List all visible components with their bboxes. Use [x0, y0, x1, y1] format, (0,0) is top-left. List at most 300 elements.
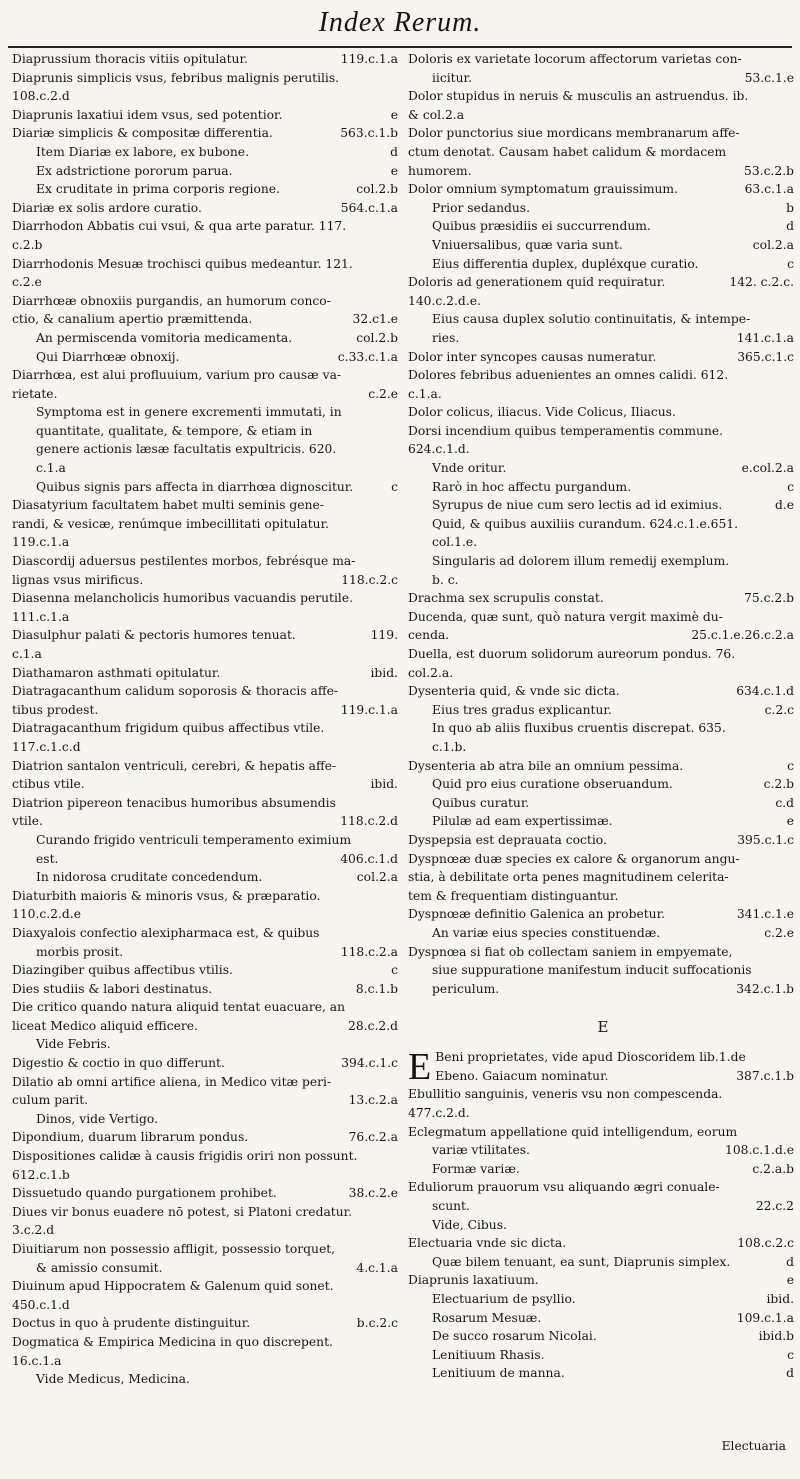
entry-text: scunt. — [432, 1199, 470, 1214]
entry-text: 612.c.1.b — [12, 1167, 70, 1182]
entry-text: siue suppuratione manifestum inducit suffocationis — [432, 963, 752, 978]
index-entry — [408, 440, 798, 459]
entry-reference: ibid. — [366, 664, 398, 683]
index-entry — [12, 1017, 402, 1036]
index-entry — [12, 589, 402, 608]
entry-reference: c.2.e — [760, 924, 794, 943]
index-entry — [408, 329, 798, 348]
entry-reference: e — [387, 162, 398, 181]
entry-text: 624.c.1.d. — [408, 442, 470, 457]
index-column-left — [12, 50, 402, 1389]
index-entry — [12, 757, 402, 776]
entry-text: variæ vtilitates. — [432, 1143, 530, 1158]
index-entry — [12, 124, 402, 143]
entry-text: tibus prodest. — [12, 702, 99, 717]
index-entry — [12, 1221, 402, 1240]
index-entry — [408, 1271, 798, 1290]
index-entry — [408, 273, 798, 292]
index-entry — [408, 366, 798, 385]
entry-reference: c.2.b — [760, 775, 794, 794]
index-entry — [12, 310, 402, 329]
entry-text: Singularis ad dolorem illum remedij exemplum. — [432, 554, 730, 569]
entry-text: Dolor punctorius siue mordicans membranarum affe- — [408, 126, 740, 141]
index-entry — [408, 1253, 798, 1272]
entry-reference: col.2.b — [352, 180, 398, 199]
entry-text: Quid, & quibus auxiliis curandum. 624.c.1.e.651. — [432, 516, 739, 531]
entry-reference: 142. c.2.c. — [725, 273, 794, 292]
entry-text: Quæ bilem tenuant, ea sunt, Diaprunis simplex. — [432, 1254, 731, 1269]
index-entry — [12, 1184, 402, 1203]
entry-reference: 76.c.2.a — [345, 1128, 398, 1147]
entry-text: est. — [36, 851, 59, 866]
entry-text: Quibus signis pars affecta in diarrhœa dignoscitur. — [36, 479, 354, 494]
entry-text: 119.c.1.a — [12, 535, 70, 550]
entry-text: culum parit. — [12, 1093, 89, 1108]
entry-text: Dolor stupidus in neruis & musculis an astruendus. ib. — [408, 89, 749, 104]
index-entry — [408, 1216, 798, 1235]
entry-text: Dysenteria ab atra bile an omnium pessima. — [408, 758, 684, 773]
entry-reference: 63.c.1.a — [741, 180, 794, 199]
entry-reference: c.2.c — [761, 701, 794, 720]
header-rule — [8, 46, 792, 48]
entry-reference: 365.c.1.c — [733, 348, 794, 367]
index-entry — [12, 571, 402, 590]
index-entry — [408, 255, 798, 274]
index-column-right — [408, 50, 798, 1383]
entry-text: Diarrhœæ obnoxiis purgandis, an humorum conco- — [12, 293, 331, 308]
entry-text: Diariæ simplicis & compositæ differentia. — [12, 126, 273, 141]
entry-reference: 119.c.1.a — [337, 701, 398, 720]
index-entry — [12, 1259, 402, 1278]
entry-text: Curando frigido ventriculi temperamento eximium — [36, 832, 352, 847]
entry-text: Dies studiis & labori destinatus. — [12, 981, 213, 996]
entry-reference: c.33.c.1.a — [334, 348, 398, 367]
index-entry — [408, 1141, 798, 1160]
entry-reference: b — [782, 199, 794, 218]
index-entry — [408, 459, 798, 478]
entry-reference: 108.c.2.c — [733, 1234, 794, 1253]
index-entry — [12, 626, 402, 645]
index-entry — [12, 887, 402, 906]
index-entry — [12, 905, 402, 924]
entry-text: 140.c.2.d.e. — [408, 293, 481, 308]
entry-reference: col.2.a — [353, 868, 398, 887]
entry-text: 111.c.1.a — [12, 609, 70, 624]
entry-text: Item Diariæ ex labore, ex bubone. — [36, 144, 249, 159]
entry-text: col.2.a. — [408, 665, 454, 680]
index-entry — [12, 496, 402, 515]
index-entry — [408, 924, 798, 943]
entry-text: humorem. — [408, 163, 472, 178]
index-entry — [408, 1346, 798, 1365]
index-entry — [408, 199, 798, 218]
index-entry — [12, 422, 402, 441]
index-entry — [12, 515, 402, 534]
entry-reference: 563.c.1.b — [336, 124, 398, 143]
index-entry — [12, 348, 402, 367]
index-entry — [408, 664, 798, 683]
entry-text: Eius tres gradus explicantur. — [432, 702, 612, 717]
entry-text: col.1.e. — [432, 535, 478, 550]
entry-text: Drachma sex scrupulis constat. — [408, 591, 604, 606]
page-title: Index Rerum. — [318, 7, 482, 38]
entry-text: Eius causa duplex solutio continuitatis, & intempe- — [432, 312, 751, 327]
entry-text: c.1.b. — [432, 739, 467, 754]
entry-text: Diatragacanthum frigidum quibus affectibus vtile. — [12, 721, 325, 736]
entry-text: Diatragacanthum calidum soporosis & thoracis affe- — [12, 684, 339, 699]
entry-text: Doloris ad generationem quid requiratur. — [408, 275, 666, 290]
index-entry — [12, 87, 402, 106]
index-entry — [12, 366, 402, 385]
index-entry — [408, 515, 798, 534]
entry-text: Diarrhodon Abbatis cui vsui, & qua arte paratur. 117. — [12, 219, 347, 234]
entry-text: Eduliorum prauorum vsu aliquando ægri conuale- — [408, 1180, 720, 1195]
entry-reference: 22.c.2 — [752, 1197, 794, 1216]
entry-text: b. c. — [432, 572, 459, 587]
index-entry — [12, 162, 402, 181]
index-entry — [12, 1054, 402, 1073]
entry-text: Diatrion pipereon tenacibus humoribus absumendis — [12, 795, 336, 810]
entry-text: Diariæ ex solis ardore curatio. — [12, 200, 202, 215]
entry-text: Diazingiber quibus affectibus vtilis. — [12, 963, 233, 978]
entry-text: c.1.a — [36, 461, 66, 476]
index-entry — [12, 1091, 402, 1110]
entry-reference: 38.c.2.e — [345, 1184, 398, 1203]
index-entry — [408, 69, 798, 88]
entry-text: 450.c.1.d — [12, 1297, 70, 1312]
index-entry — [408, 180, 798, 199]
entry-text: Electuarium de psyllio. — [432, 1292, 576, 1306]
index-entry — [408, 106, 798, 125]
entry-text: c.2.b — [12, 237, 43, 252]
entry-text: 3.c.2.d — [12, 1223, 55, 1238]
entry-text: Formæ variæ. — [432, 1161, 520, 1176]
index-entry — [408, 478, 798, 497]
index-entry — [12, 1128, 402, 1147]
index-entry — [408, 1104, 798, 1123]
entry-text: Dinos, vide Vertigo. — [36, 1111, 158, 1126]
entry-reference: e — [387, 106, 398, 125]
entry-text: Dyspnœæ definitio Galenica an probetur. — [408, 907, 666, 922]
index-entry — [12, 924, 402, 943]
entry-text: Symptoma est in genere excrementi immutati, in — [36, 405, 342, 420]
entry-text: Rosarum Mesuæ. — [432, 1310, 542, 1325]
entry-text: Diasulphur palati & pectoris humores tenuat. — [12, 628, 296, 643]
entry-reference: ibid. — [366, 775, 398, 794]
entry-text: genere actionis læsæ facultatis expultricis. 620. — [36, 442, 337, 457]
index-entry — [12, 478, 402, 497]
entry-text: lignas vsus mirificus. — [12, 572, 144, 587]
index-entry — [12, 943, 402, 962]
entry-text: morbis prosit. — [36, 944, 124, 959]
entry-reference: c — [783, 478, 794, 497]
entry-reference: d — [386, 143, 398, 162]
index-entry — [12, 645, 402, 664]
entry-text: Die critico quando natura aliquid tentat euacuare, an — [12, 1000, 346, 1015]
index-entry — [408, 403, 798, 422]
index-entry — [12, 682, 402, 701]
entry-text: Vniuersalibus, quæ varia sunt. — [432, 237, 623, 252]
index-entry — [408, 533, 798, 552]
entry-reference: 25.c.1.e.26.c.2.a — [687, 626, 794, 645]
entry-text: Dogmatica & Empirica Medicina in quo discrepent. — [12, 1334, 333, 1349]
index-entry — [408, 831, 798, 850]
entry-text: De succo rosarum Nicolai. — [432, 1329, 597, 1344]
entry-text: c.1.a — [12, 647, 42, 661]
entry-reference: 141.c.1.a — [733, 329, 794, 348]
index-entry — [12, 552, 402, 571]
entry-text: 108.c.2.d — [12, 89, 70, 104]
index-entry — [12, 459, 402, 478]
entry-text: Ducenda, quæ sunt, quò natura vergit maximè du- — [408, 609, 723, 624]
entry-reference: c.d — [771, 794, 794, 813]
index-entry — [408, 980, 798, 999]
index-entry — [408, 794, 798, 813]
entry-text: Eius differentia duplex, dupléxque curatio. — [432, 256, 699, 271]
entry-text: Beni proprietates, vide apud Dioscoridem lib.1.de — [435, 1050, 746, 1065]
index-entry — [12, 329, 402, 348]
index-entry — [12, 1333, 402, 1352]
entry-reference: 118.c.2.c — [337, 571, 398, 590]
index-entry — [12, 533, 402, 552]
index-entry — [12, 273, 402, 292]
entry-text: c.1.a. — [408, 386, 442, 401]
index-entry — [408, 552, 798, 571]
entry-reference: d — [782, 1364, 794, 1383]
entry-text: vtile. — [12, 814, 43, 829]
entry-reference: 118.c.2.d — [336, 812, 398, 831]
entry-text: Doloris ex varietate locorum affectorum varietas con- — [408, 52, 742, 66]
entry-reference: d — [782, 1253, 794, 1272]
entry-reference: 119. — [367, 626, 398, 645]
entry-text: Diaprunis laxatiui idem vsus, sed potentior. — [12, 107, 283, 122]
index-entry — [408, 812, 798, 831]
entry-text: quantitate, qualitate, & tempore, & etiam in — [36, 423, 313, 438]
entry-text: Dolor inter syncopes causas numeratur. — [408, 349, 657, 364]
entry-text: Diascordij aduersus pestilentes morbos, febrésque ma- — [12, 554, 356, 569]
index-entry — [408, 1123, 798, 1142]
entry-text: Vnde oritur. — [432, 461, 507, 476]
entry-text: Vide Medicus, Medicina. — [36, 1372, 190, 1387]
entry-text: Dolores febribus aduenientes an omnes calidi. 612. — [408, 368, 729, 383]
index-entry — [12, 980, 402, 999]
section-letter: E — [597, 1018, 609, 1037]
entry-text: Diues vir bonus euadere nō potest, si Platoni credatur. — [12, 1204, 353, 1219]
entry-text: & col.2.a — [408, 107, 465, 122]
index-entry — [408, 719, 798, 738]
index-entry — [12, 794, 402, 813]
index-entry — [12, 50, 402, 69]
entry-text: ctio, & canalium apertio præmittenda. — [12, 312, 253, 327]
entry-text: Diaprussium thoracis vitiis opitulatur. — [12, 52, 248, 66]
entry-reference: 13.c.2.a — [345, 1091, 398, 1110]
index-entry — [12, 292, 402, 311]
entry-reference: c — [783, 1346, 794, 1365]
entry-text: c.2.e — [12, 275, 42, 290]
index-entry — [12, 812, 402, 831]
index-entry — [408, 1178, 798, 1197]
index-entry — [12, 738, 402, 757]
entry-text: Dipondium, duarum librarum pondus. — [12, 1130, 249, 1145]
entry-reference: 387.c.1.b — [732, 1067, 794, 1086]
entry-text: Syrupus de niue cum sero lectis ad id eximius. — [432, 498, 723, 513]
index-entry — [408, 422, 798, 441]
entry-text: Vide Febris. — [36, 1037, 111, 1052]
entry-reference: d — [782, 217, 794, 236]
entry-text: Rarò in hoc affectu purgandum. — [432, 479, 632, 494]
entry-reference: 109.c.1.a — [733, 1309, 794, 1328]
index-entry — [12, 1166, 402, 1185]
entry-text: Dorsi incendium quibus temperamentis commune. — [408, 423, 724, 438]
entry-reference: c — [387, 478, 398, 497]
entry-text: ctibus vtile. — [12, 777, 85, 792]
entry-text: Diarrhodonis Mesuæ trochisci quibus medeantur. 121. — [12, 256, 353, 271]
entry-text: Lenitiuum de manna. — [432, 1366, 565, 1381]
index-entry — [12, 1352, 402, 1371]
index-entry — [408, 50, 798, 69]
index-entry — [12, 775, 402, 794]
entry-text: Duella, est duorum solidorum aureorum pondus. 76. — [408, 647, 736, 661]
entry-reference: 108.c.1.d.e — [721, 1141, 794, 1160]
entry-text: Diarrhœa, est alui profluuium, varium pro causæ va- — [12, 368, 342, 383]
entry-text: Ebullitio sanguinis, veneris vsu non compescenda. — [408, 1087, 723, 1102]
entry-text: In quo ab aliis fluxibus cruentis discrepat. 635. — [432, 721, 726, 736]
index-entry — [408, 1197, 798, 1216]
entry-reference: e — [783, 812, 794, 831]
index-entry — [408, 87, 798, 106]
entry-text: Diuinum apud Hippocratem & Galenum quid sonet. — [12, 1279, 334, 1294]
index-entry — [408, 645, 798, 664]
entry-text: randi, & vesicæ, renúmque imbecillitati opitulatur. — [12, 516, 330, 531]
entry-reference: 564.c.1.a — [337, 199, 398, 218]
entry-text: Ex adstrictione pororum parua. — [36, 163, 233, 178]
entry-text: Qui Diarrhœæ obnoxij. — [36, 349, 180, 364]
entry-text: Diaturbith maioris & minoris vsus, & præparatio. — [12, 888, 321, 903]
catchword: Electuaria — [721, 1439, 786, 1453]
entry-reference: col.2.b — [352, 329, 398, 348]
entry-reference: ibid.b — [755, 1327, 794, 1346]
entry-reference: c.2.a.b — [748, 1160, 794, 1179]
index-entry — [408, 143, 798, 162]
entry-text: Eclegmatum appellatione quid intelligendum, eorum — [408, 1124, 738, 1139]
entry-reference: 75.c.2.b — [740, 589, 794, 608]
index-entry — [408, 385, 798, 404]
entry-reference: c — [783, 255, 794, 274]
entry-text: Dolor colicus, iliacus. Vide Colicus, Iliacus. — [408, 405, 676, 420]
index-entry — [408, 310, 798, 329]
index-entry — [12, 385, 402, 404]
index-entry — [408, 887, 798, 906]
index-entry — [408, 292, 798, 311]
entry-text: iicitur. — [432, 70, 472, 85]
entry-reference: e — [783, 1271, 794, 1290]
index-entry — [408, 124, 798, 143]
entry-reference: c — [387, 961, 398, 980]
index-entry — [12, 440, 402, 459]
entry-text: Diathamaron asthmati opitulatur. — [12, 665, 221, 680]
entry-text: periculum. — [432, 981, 500, 996]
entry-text: 110.c.2.d.e — [12, 907, 81, 922]
entry-text: stia, à debilitate orta penes magnitudinem celerita- — [408, 870, 729, 885]
index-entry — [408, 571, 798, 590]
entry-reference: 342.c.1.b — [732, 980, 794, 999]
index-entry — [12, 1240, 402, 1259]
entry-text: Dilatio ab omni artifice aliena, in Medico vitæ peri- — [12, 1074, 332, 1089]
entry-text: Ebeno. Gaiacum nominatur. — [435, 1068, 609, 1083]
entry-reference: 341.c.1.e — [733, 905, 794, 924]
index-entry — [12, 850, 402, 869]
index-entry — [12, 961, 402, 980]
entry-text: Ex cruditate in prima corporis regione. — [36, 182, 280, 197]
entry-reference: 53.c.2.b — [740, 162, 794, 181]
index-entry — [408, 348, 798, 367]
index-entry — [408, 905, 798, 924]
index-entry — [12, 1110, 402, 1129]
index-entry — [12, 1314, 402, 1333]
index-entry — [408, 850, 798, 869]
index-entry — [12, 236, 402, 255]
index-entry — [408, 217, 798, 236]
index-entry — [408, 682, 798, 701]
entry-reference: 634.c.1.d — [732, 682, 794, 701]
entry-reference: 406.c.1.d — [336, 850, 398, 869]
index-entry — [408, 162, 798, 181]
entry-text: tem & frequentiam distinguantur. — [408, 888, 619, 903]
entry-text: Diuitiarum non possessio affligit, possessio torquet, — [12, 1242, 336, 1256]
entry-reference: 395.c.1.c — [733, 831, 794, 850]
entry-text: Dysenteria quid, & vnde sic dicta. — [408, 684, 620, 699]
entry-text: ries. — [432, 330, 460, 345]
entry-text: Quibus curatur. — [432, 795, 530, 810]
entry-text: Dyspnœa si fiat ob collectam saniem in empyemate, — [408, 944, 733, 959]
entry-text: Diaprunis laxatiuum. — [408, 1273, 539, 1288]
entry-text: Digestio & coctio in quo differunt. — [12, 1056, 225, 1071]
index-entry — [12, 1147, 402, 1166]
entry-text: Dyspepsia est deprauata coctio. — [408, 832, 607, 847]
entry-text: 117.c.1.c.d — [12, 739, 81, 754]
entry-text: An variæ eius species constituendæ. — [432, 925, 661, 940]
entry-reference: e.col.2.a — [738, 459, 794, 478]
entry-reference: d.e — [771, 496, 794, 515]
index-entry — [12, 69, 402, 88]
index-entry — [408, 236, 798, 255]
index-entry — [408, 775, 798, 794]
index-entry — [408, 589, 798, 608]
index-entry — [12, 998, 402, 1017]
entry-text: An permiscenda vomitoria medicamenta. — [36, 330, 293, 345]
entry-text: Quid pro eius curatione obseruandum. — [432, 777, 673, 792]
entry-text: Diaprunis simplicis vsus, febribus malignis perutilis. — [12, 70, 340, 85]
index-entry — [408, 1234, 798, 1253]
entry-text: Dispositiones calidæ à causis frigidis oriri non possunt. — [12, 1149, 358, 1164]
index-entry — [12, 719, 402, 738]
index-entry — [408, 1290, 798, 1309]
entry-text: 16.c.1.a — [12, 1353, 62, 1368]
index-entry — [408, 738, 798, 757]
index-entry — [12, 1073, 402, 1092]
index-entry — [408, 1364, 798, 1383]
entry-reference: 119.c.1.a — [337, 50, 398, 69]
index-entry — [12, 1277, 402, 1296]
entry-text: & amissio consumit. — [36, 1260, 163, 1275]
entry-reference: c — [783, 757, 794, 776]
entry-reference: 53.c.1.e — [741, 69, 794, 88]
entry-reference: c.2.e — [364, 385, 398, 404]
index-entry — [12, 1370, 402, 1389]
entry-reference: 32.c1.e — [349, 310, 398, 329]
index-entry — [12, 608, 402, 627]
entry-text: cenda. — [408, 628, 450, 643]
